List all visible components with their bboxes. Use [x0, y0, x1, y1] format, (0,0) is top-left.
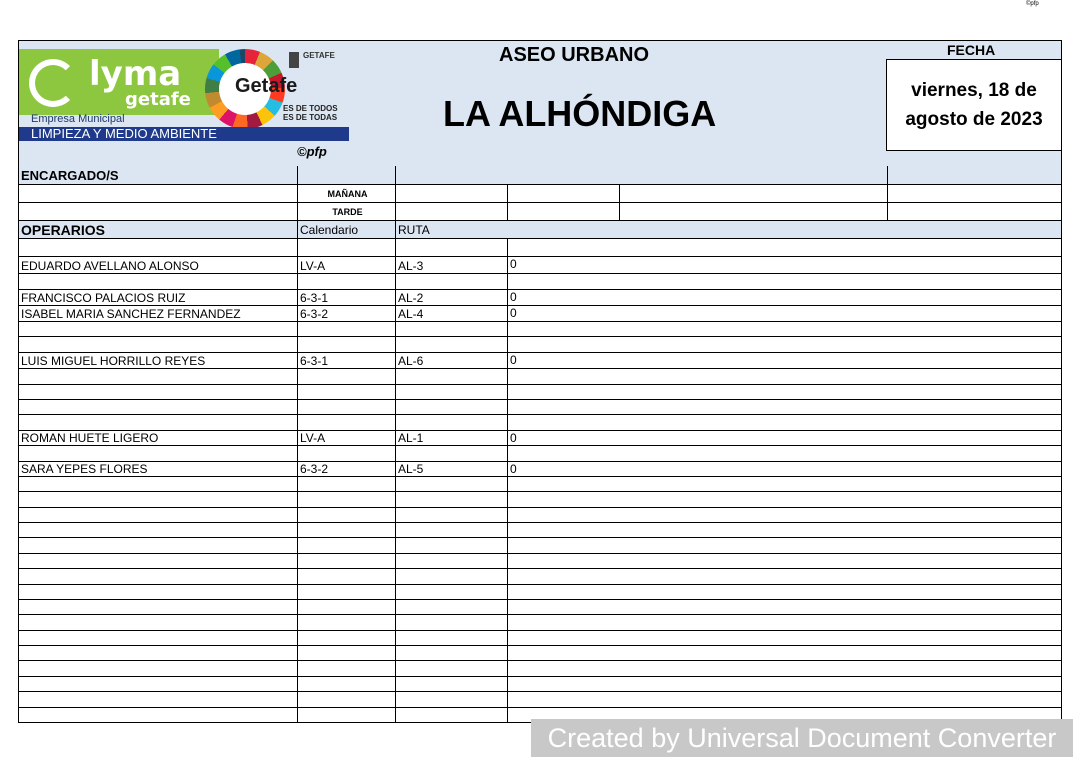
- operario-name: SARA YEPES FLORES: [21, 462, 148, 476]
- operario-calendario: [297, 385, 395, 399]
- operario-name: [19, 538, 297, 553]
- operario-name: [19, 369, 297, 384]
- operario-value: [507, 615, 1061, 630]
- lyma-logo-subtext: getafe: [125, 89, 191, 110]
- getafe-logo-text: Getafe: [235, 75, 298, 97]
- operario-calendario: [297, 661, 395, 676]
- fecha-value: viernes, 18 de agosto de 2023: [886, 59, 1062, 151]
- table-row: [19, 322, 1061, 337]
- operario-ruta: [395, 337, 507, 352]
- operario-name: [19, 615, 297, 630]
- operario-calendario: [297, 369, 395, 384]
- operario-name: [19, 661, 297, 676]
- table-row: [19, 477, 1061, 492]
- table-row: [19, 523, 1061, 538]
- operario-calendario: 6-3-2: [297, 462, 395, 476]
- operario-value: [507, 661, 1061, 676]
- operario-calendario: [297, 569, 395, 584]
- getafe-ayto-text: GETAFE: [303, 51, 335, 60]
- operario-ruta: [395, 554, 507, 568]
- operario-calendario: 6-3-1: [297, 353, 395, 368]
- operario-calendario: [297, 337, 395, 352]
- operario-calendario: 6-3-2: [297, 306, 395, 321]
- operario-ruta: [395, 600, 507, 614]
- operario-ruta: AL-6: [395, 353, 507, 368]
- operario-value: 0: [507, 353, 1061, 368]
- operario-calendario: [297, 508, 395, 522]
- operario-calendario: [297, 538, 395, 553]
- operario-ruta: [395, 569, 507, 584]
- operario-calendario: [297, 415, 395, 430]
- operario-name: [19, 523, 297, 537]
- table-row: [19, 538, 1061, 554]
- operario-value: [507, 569, 1061, 584]
- table-row: [19, 631, 1061, 646]
- operario-name: [19, 274, 297, 289]
- table-row: [19, 462, 1061, 477]
- operario-value: [507, 400, 1061, 414]
- operario-name: [19, 446, 297, 461]
- table-row: [19, 600, 1061, 615]
- operario-calendario: [297, 554, 395, 568]
- operario-ruta: [395, 585, 507, 599]
- operario-value: [507, 508, 1061, 522]
- table-row: [19, 585, 1061, 600]
- table-row: [19, 661, 1061, 677]
- operario-name: [19, 322, 297, 336]
- operario-calendario: 6-3-1: [297, 290, 395, 305]
- operario-calendario: [297, 239, 395, 256]
- operario-value: [507, 322, 1061, 336]
- table-row: [19, 274, 1061, 290]
- route-sheet: [18, 40, 1062, 723]
- operario-value: 0: [507, 306, 1061, 321]
- operario-ruta: [395, 446, 507, 461]
- operario-ruta: [395, 631, 507, 645]
- tarde-row: [19, 203, 1061, 221]
- operario-calendario: LV-A: [297, 431, 395, 445]
- table-row: [19, 239, 1061, 257]
- table-row: [19, 306, 1061, 322]
- table-row: [19, 554, 1061, 569]
- encargado-header-row: [19, 166, 1061, 185]
- operario-name: [19, 585, 297, 599]
- operario-value: [507, 538, 1061, 553]
- operario-calendario: [297, 446, 395, 461]
- operario-name: [19, 631, 297, 645]
- operario-ruta: AL-3: [395, 257, 507, 273]
- operario-name: [19, 492, 297, 507]
- operario-ruta: [395, 385, 507, 399]
- operario-calendario: [297, 492, 395, 507]
- operario-ruta: [395, 400, 507, 414]
- encargado-label: ENCARGADO/S: [21, 167, 119, 183]
- pfp-mark: ©pfp: [297, 144, 327, 159]
- es-de-todos-text: ES DE TODOS ES DE TODAS: [283, 104, 338, 122]
- table-row: [19, 492, 1061, 508]
- shield-icon: [289, 52, 299, 68]
- operario-ruta: [395, 322, 507, 336]
- operario-name: [19, 569, 297, 584]
- operario-value: [507, 415, 1061, 430]
- operario-name: [19, 646, 297, 660]
- table-row: [19, 677, 1061, 692]
- operario-ruta: AL-2: [395, 290, 507, 305]
- operario-calendario: [297, 585, 395, 599]
- operario-value: [507, 385, 1061, 399]
- operario-ruta: [395, 661, 507, 676]
- operario-ruta: AL-4: [395, 306, 507, 321]
- operario-ruta: [395, 646, 507, 660]
- operario-calendario: [297, 274, 395, 289]
- operario-ruta: [395, 677, 507, 691]
- operario-name: [19, 385, 297, 399]
- operario-calendario: [297, 708, 395, 722]
- operario-value: [507, 369, 1061, 384]
- operario-name: [19, 400, 297, 414]
- operario-name: EDUARDO AVELLANO ALONSO: [21, 259, 199, 273]
- table-row: [19, 508, 1061, 523]
- operario-calendario: [297, 400, 395, 414]
- operario-calendario: [297, 631, 395, 645]
- table-row: [19, 369, 1061, 385]
- operario-value: 0: [507, 462, 1061, 476]
- swirl-icon: [29, 59, 77, 107]
- table-row: [19, 385, 1061, 400]
- table-row: [19, 415, 1061, 431]
- operario-name: [19, 708, 297, 722]
- operario-ruta: [395, 508, 507, 522]
- operario-value: [507, 523, 1061, 537]
- operario-value: [507, 239, 1061, 256]
- empresa-municipal-text: Empresa Municipal: [31, 113, 125, 125]
- operario-ruta: [395, 239, 507, 256]
- operario-value: [507, 677, 1061, 691]
- table-row: [19, 400, 1061, 415]
- operario-name: [19, 677, 297, 691]
- operario-calendario: [297, 600, 395, 614]
- operario-value: [507, 492, 1061, 507]
- limpieza-text: LIMPIEZA Y MEDIO AMBIENTE: [31, 126, 217, 141]
- operario-value: 0: [507, 257, 1061, 273]
- operario-value: [507, 585, 1061, 599]
- operario-calendario: [297, 477, 395, 491]
- page-subtitle: LA ALHÓNDIGA: [443, 93, 717, 134]
- operario-ruta: [395, 615, 507, 630]
- table-row: [19, 290, 1061, 306]
- operario-calendario: [297, 523, 395, 537]
- operario-value: 0: [507, 431, 1061, 445]
- operario-calendario: [297, 677, 395, 691]
- operario-value: [507, 446, 1061, 461]
- operario-ruta: [395, 523, 507, 537]
- manana-row: [19, 185, 1061, 203]
- operario-ruta: [395, 369, 507, 384]
- operario-value: [507, 646, 1061, 660]
- operario-name: [19, 337, 297, 352]
- operario-ruta: [395, 492, 507, 507]
- staff-grid: [19, 166, 1061, 723]
- operarios-list: [19, 239, 1061, 723]
- table-row: [19, 569, 1061, 585]
- operario-calendario: [297, 322, 395, 336]
- operario-ruta: [395, 415, 507, 430]
- ruta-header: RUTA: [395, 221, 1061, 238]
- manana-label: MAÑANA: [297, 185, 395, 202]
- table-row: [19, 431, 1061, 446]
- operario-value: [507, 600, 1061, 614]
- table-row: [19, 353, 1061, 369]
- operario-name: ISABEL MARIA SANCHEZ FERNANDEZ: [21, 307, 241, 321]
- operario-calendario: [297, 615, 395, 630]
- table-row: [19, 646, 1061, 661]
- table-row: [19, 446, 1061, 462]
- operario-name: [19, 477, 297, 491]
- operario-name: FRANCISCO PALACIOS RUIZ: [21, 291, 186, 305]
- sheet-header: [19, 41, 1061, 167]
- operario-name: [19, 415, 297, 430]
- operario-calendario: [297, 646, 395, 660]
- operario-ruta: [395, 708, 507, 722]
- operario-ruta: AL-1: [395, 431, 507, 445]
- fecha-label: FECHA: [947, 42, 996, 58]
- lyma-getafe-logo: [19, 49, 349, 141]
- operario-name: [19, 692, 297, 707]
- operario-name: [19, 508, 297, 522]
- operario-value: [507, 477, 1061, 491]
- corner-copyright-mark: ©pfp: [1026, 1, 1039, 7]
- operarios-label: OPERARIOS: [21, 221, 106, 238]
- calendario-header: Calendario: [297, 221, 395, 238]
- operario-name: LUIS MIGUEL HORRILLO REYES: [21, 354, 206, 368]
- table-row: [19, 615, 1061, 631]
- operario-value: [507, 274, 1061, 289]
- lyma-logo-block: [19, 49, 219, 115]
- operario-value: [507, 692, 1061, 707]
- operario-name: [19, 554, 297, 568]
- lyma-logo-text: lyma: [89, 54, 182, 94]
- table-row: [19, 257, 1061, 274]
- operario-value: [507, 631, 1061, 645]
- operario-value: 0: [507, 290, 1061, 305]
- tarde-label: TARDE: [297, 203, 395, 220]
- table-row: [19, 337, 1061, 353]
- operario-calendario: LV-A: [297, 257, 395, 273]
- operario-name: [19, 239, 297, 256]
- operario-ruta: [395, 274, 507, 289]
- operario-ruta: [395, 538, 507, 553]
- page-title: ASEO URBANO: [499, 44, 650, 66]
- operario-calendario: [297, 692, 395, 707]
- operario-value: [507, 337, 1061, 352]
- watermark: Created by Universal Document Converter: [531, 719, 1073, 757]
- operarios-header-row: [19, 221, 1061, 239]
- operario-ruta: [395, 692, 507, 707]
- operario-name: [19, 600, 297, 614]
- operario-name: ROMAN HUETE LIGERO: [21, 431, 159, 445]
- operario-ruta: [395, 477, 507, 491]
- operario-value: [507, 554, 1061, 568]
- table-row: [19, 692, 1061, 708]
- operario-ruta: AL-5: [395, 462, 507, 476]
